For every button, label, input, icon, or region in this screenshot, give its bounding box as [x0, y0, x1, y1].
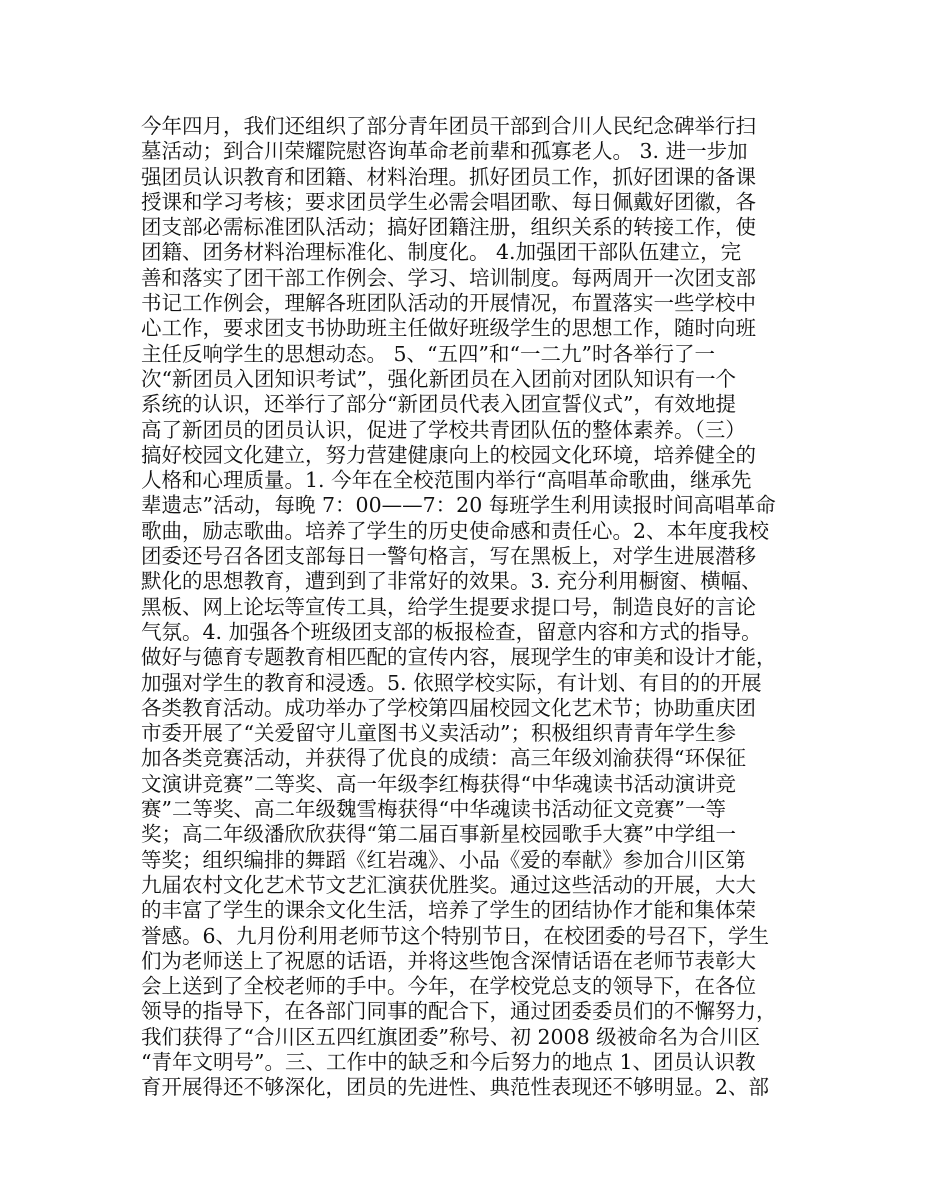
text-line: 加强对学生的教育和浸透。5. 依照学校实际，有计划、有目的的开展 [141, 670, 762, 695]
text-line: 市委开展了“关爱留守儿童图书义卖活动”；积极组织青青年学生参 [141, 721, 736, 746]
text-line: 次“新团员入团知识考试”，强化新团员在入团前对团队知识有一个 [141, 366, 736, 391]
text-line: 会上送到了全校老师的手中。今年，在学校党总支的领导下，在各位 [141, 974, 756, 999]
text-line: 做好与德育专题教育相匹配的宣传内容，展现学生的审美和设计才能， [141, 645, 777, 670]
text-line: 默化的思想教育，遭到到了非常好的效果。3. 充分利用橱窗、横幅、 [141, 569, 762, 594]
text-line: 的丰富了学生的课余文化生活，培养了学生的团结协作才能和集体荣 [141, 898, 756, 923]
text-line: 团支部必需标准团队活动；搞好团籍注册，组织关系的转接工作，使 [141, 215, 756, 240]
text-line: 奖；高二年级潘欣欣获得“第二届百事新星校园歌手大赛”中学组一 [141, 822, 736, 847]
text-line: 誉感。6、九月份利用老师节这个特别节日，在校团委的号召下，学生 [141, 923, 770, 948]
text-line: 心工作，要求团支书协助班主任做好班级学生的思想工作，随时向班 [141, 316, 756, 341]
text-line: 善和落实了团干部工作例会、学习、培训制度。每两周开一次团支部 [141, 265, 756, 290]
text-line: 授课和学习考核；要求团员学生必需会唱团歌、每日佩戴好团徽，各 [141, 189, 756, 214]
text-line: 加各类竞赛活动，并获得了优良的成绩：高三年级刘渝获得“环保征 [141, 746, 746, 771]
text-line: 辈遗志”活动，每晚 7：00——7：20 每班学生利用读报时间高唱革命 [141, 493, 776, 518]
text-line: 育开展得还不够深化，团员的先进性、典范性表现还不够明显。2、部 [141, 1075, 770, 1100]
text-line: 团籍、团务材料治理标准化、制度化。 4.加强团干部队伍建立，完 [141, 240, 742, 265]
text-line: 搞好校园文化建立，努力营建健康向上的校园文化环境，培养健全的 [141, 442, 756, 467]
text-line: 系统的认识，还举行了部分“新团员代表入团宣誓仪式”，有效地提 [141, 392, 736, 417]
text-line: 我们获得了“合川区五四红旗团委”称号、初 2008 级被命名为合川区 [141, 1024, 761, 1049]
text-line: 主任反响学生的思想动态。 5、“五四”和“一二九”时各举行了一 [141, 341, 715, 366]
body-text [141, 114, 821, 1101]
text-line: “青年文明号”。三、工作中的缺乏和今后努力的地点 1、团员认识教 [141, 1049, 756, 1074]
text-line: 墓活动；到合川荣耀院慰咨询革命老前辈和孤寡老人。 3. 进一步加 [141, 139, 748, 164]
text-line: 人格和心理质量。1. 今年在全校范围内举行“高唱革命歌曲，继承先 [141, 468, 752, 493]
text-line: 九届农村文化艺术节文艺汇演获优胜奖。通过这些活动的开展，大大 [141, 872, 756, 897]
text-line: 强团员认识教育和团籍、材料治理。抓好团员工作，抓好团课的备课 [141, 164, 756, 189]
text-line: 团委还号召各团支部每日一警句格言，写在黑板上，对学生进展潜移 [141, 544, 756, 569]
text-line: 等奖；组织编排的舞蹈《红岩魂》、小品《爱的奉献》参加合川区第 [141, 847, 746, 872]
text-line: 书记工作例会，理解各班团队活动的开展情况，布置落实一些学校中 [141, 291, 756, 316]
text-line: 今年四月，我们还组织了部分青年团员干部到合川人民纪念碑举行扫 [141, 114, 756, 138]
text-line: 气氛。4. 加强各个班级团支部的板报检查，留意内容和方式的指导。 [141, 619, 762, 644]
text-line: 们为老师送上了祝愿的话语，并将这些饱含深情话语在老师节表彰大 [141, 948, 756, 973]
text-line: 各类教育活动。成功举办了学校第四届校园文化艺术节；协助重庆团 [141, 695, 756, 720]
text-line: 赛”二等奖、高二年级魏雪梅获得“中华魂读书活动征文竞赛”一等 [141, 797, 726, 822]
text-line: 歌曲，励志歌曲。培养了学生的历史使命感和责任心。2、本年度我校 [141, 518, 770, 543]
text-line: 领导的指导下，在各部门同事的配合下，通过团委委员们的不懈努力， [141, 999, 777, 1024]
text-line: 高了新团员的团员认识，促进了学校共青团队伍的整体素养。（三） [141, 417, 746, 442]
text-line: 文演讲竞赛”二等奖、高一年级李红梅获得“中华魂读书活动演讲竞 [141, 771, 736, 796]
text-line: 黑板、网上论坛等宣传工具，给学生提要求提口号，制造良好的言论 [141, 594, 756, 619]
